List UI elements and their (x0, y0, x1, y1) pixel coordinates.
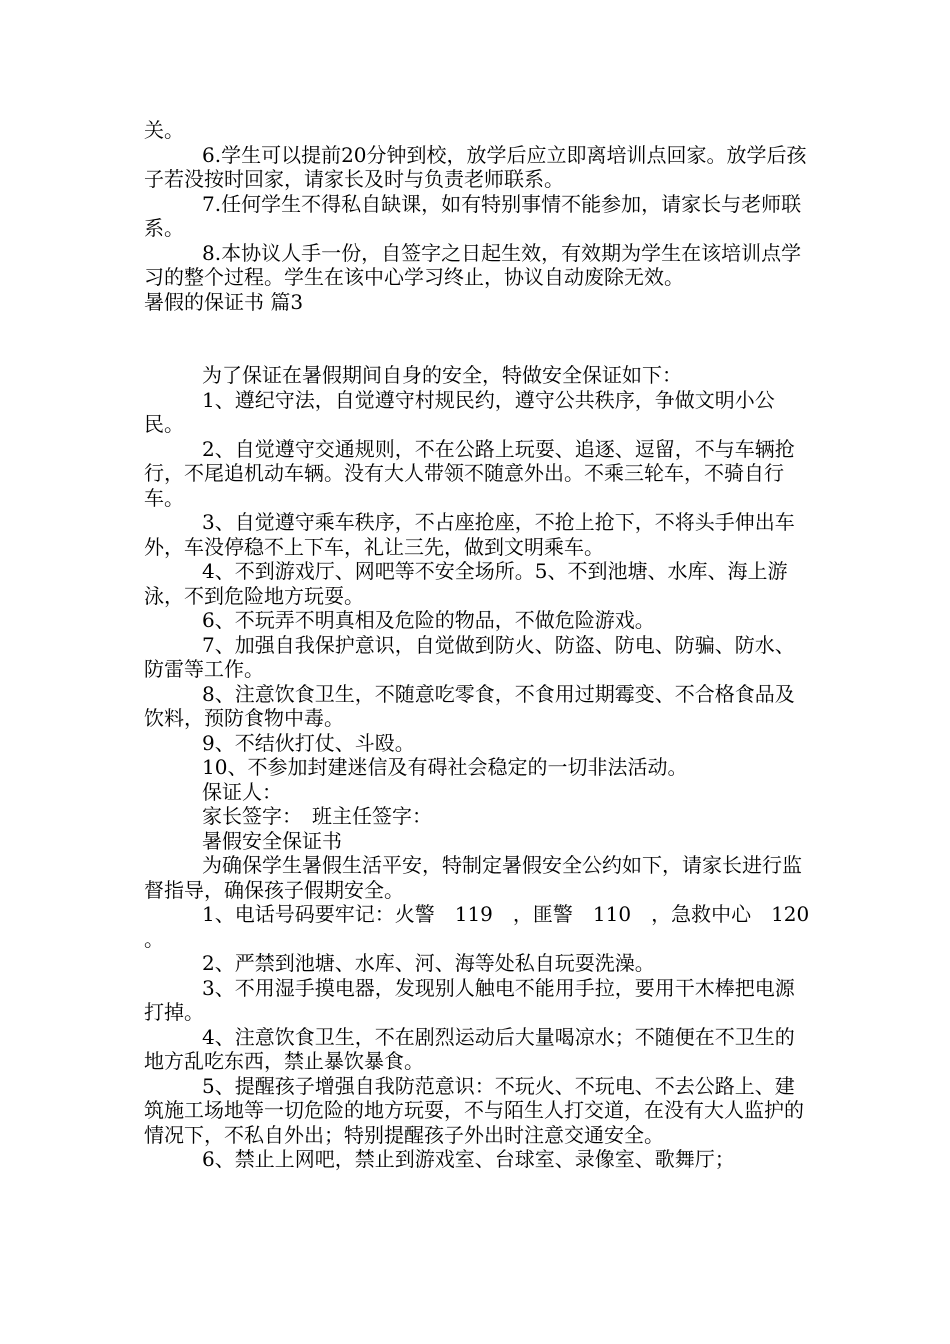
section-title: 暑假安全保证书 (202, 828, 342, 853)
signature-line: 家长签字： 班主任签字： (202, 804, 432, 828)
paragraph: 6.学生可以提前20分钟到校，放学后应立即离培训点回家。放学后孩子若没按时回家，请家长及时与负责老师联系。 (144, 142, 807, 191)
paragraph: 7.任何学生不得私自缺课，如有特别事情不能参加，请家长与老师联系。 (144, 191, 802, 240)
blank-gap (144, 314, 812, 363)
list-item: 9、不结伙打仗、斗殴。 (202, 730, 415, 755)
list-item: 2、严禁到池塘、水库、河、海等处私自玩耍洗澡。 (202, 951, 655, 975)
list-item: 3、自觉遵守乘车秩序，不占座抢座，不抢上抢下，不将头手伸出车外，车没停稳不上下车，礼让三先，做到文明乘车。 (144, 510, 795, 559)
section-heading: 暑假的保证书 篇3 (144, 289, 304, 314)
list-item: 3、不用湿手摸电器，发现别人触电不能用手拉，要用干木棒把电源打掉。 (144, 975, 795, 1024)
list-item: 6、不玩弄不明真相及危险的物品，不做危险游戏。 (202, 608, 655, 632)
list-item: 1、电话号码要牢记：火警 119 ，匪警 110 ，急救中心 120 。 (144, 902, 830, 951)
list-item: 5、提醒孩子增强自我防范意识：不玩火、不玩电、不去公路上、建筑施工场地等一切危险的地方玩耍，不与陌生人打交道，在没有大人监护的情况下，不私自外出；特别提醒孩子外出时注意交通安全。 (144, 1073, 804, 1147)
list-item: 6、禁止上网吧，禁止到游戏室、台球室、录像室、歌舞厅； (202, 1147, 735, 1171)
paragraph: 为确保学生暑假生活平安，特制定暑假安全公约如下，请家长进行监督指导，确保孩子假期安全。 (144, 853, 802, 902)
list-item: 10、不参加封建迷信及有碍社会稳定的一切非法活动。 (202, 755, 688, 779)
list-item: 1、遵纪守法，自觉遵守村规民约，遵守公共秩序，争做文明小公民。 (144, 387, 775, 436)
paragraph: 为了保证在暑假期间自身的安全，特做安全保证如下： (202, 363, 682, 387)
paragraph: 关。 (144, 118, 184, 142)
document-body (144, 118, 830, 1172)
list-item: 4、注意饮食卫生，不在剧烈运动后大量喝凉水；不随便在不卫生的地方乱吃东西，禁止暴饮暴食。 (144, 1024, 795, 1073)
signature-label: 保证人： (202, 779, 282, 804)
list-item: 2、自觉遵守交通规则，不在公路上玩耍、追逐、逗留，不与车辆抢行，不尾追机动车辆。没有大人带领不随意外出。不乘三轮车，不骑自行车。 (144, 436, 795, 510)
paragraph: 8.本协议人手一份，自签字之日起生效，有效期为学生在该培训点学习的整个过程。学生在该中心学习终止，协议自动废除无效。 (144, 240, 802, 289)
list-item: 7、加强自我保护意识，自觉做到防火、防盗、防电、防骗、防水、防雷等工作。 (144, 632, 795, 681)
list-item: 8、注意饮食卫生，不随意吃零食，不食用过期霉变、不合格食品及饮料，预防食物中毒。 (144, 681, 795, 730)
list-item: 4、不到游戏厅、网吧等不安全场所。5、不到池塘、水库、海上游泳，不到危险地方玩耍。 (144, 559, 788, 608)
